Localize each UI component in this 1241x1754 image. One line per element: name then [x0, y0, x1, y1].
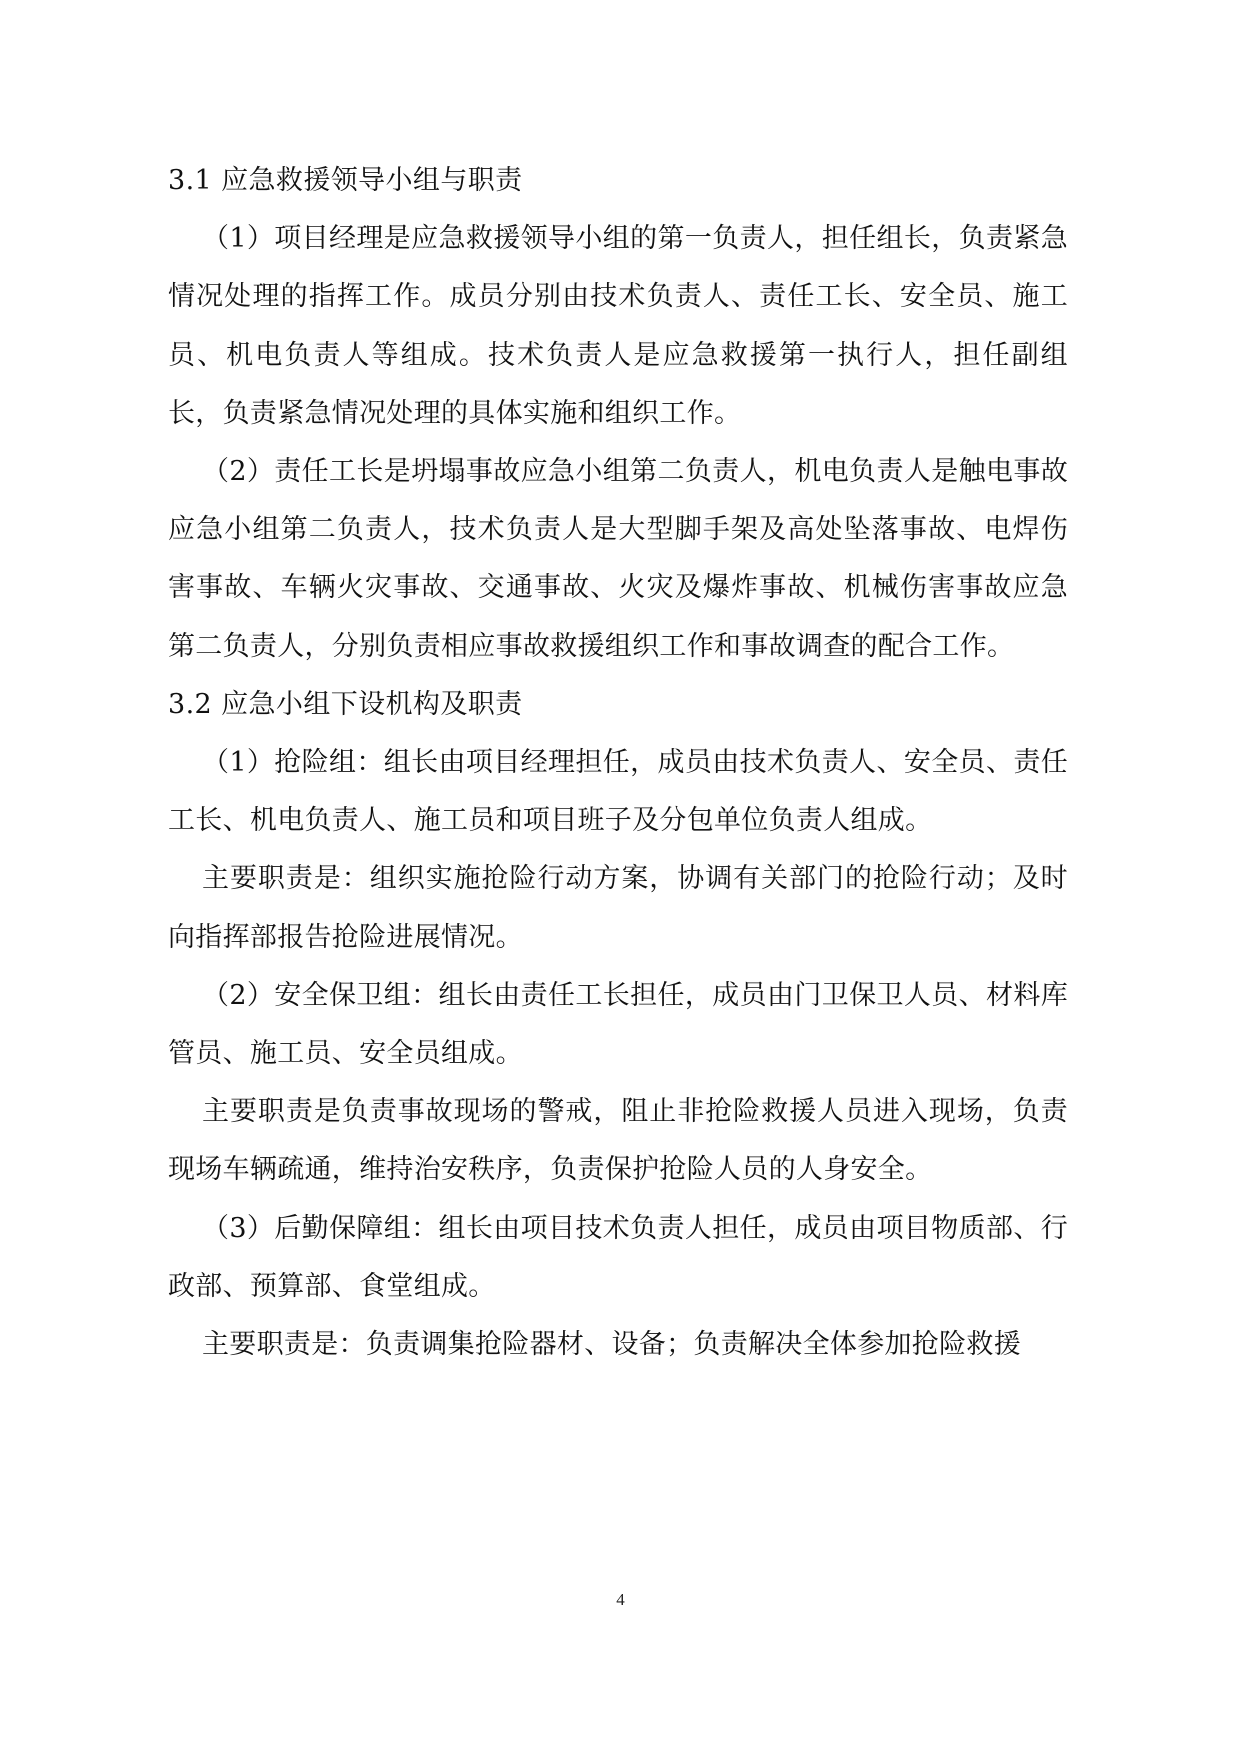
section-heading-3-1: 3.1 应急救援领导小组与职责: [168, 165, 523, 196]
paragraph-leadership-2: （2）责任工长是坍塌事故应急小组第二负责人，机电负责人是触电事故应急小组第二负责人，技术负责人是大型脚手架及高处坠落事故、电焊伤害事故、车辆火灾事故、交通事故、火灾及爆炸事故、机械伤害事故应急第二负责人，分别负责相应事故救援组织工作和事故调查的配合工作。: [168, 456, 1068, 662]
paragraph-rescue-duties: 主要职责是：组织实施抢险行动方案，协调有关部门的抢险行动；及时向指挥部报告抢险进展情况。: [168, 863, 1068, 953]
page-number: 4: [616, 1590, 625, 1609]
paragraph-logistics-team: （3）后勤保障组：组长由项目技术负责人担任，成员由项目物质部、行政部、预算部、食堂组成。: [168, 1212, 1068, 1302]
paragraph-security-team: （2）安全保卫组：组长由责任工长担任，成员由门卫保卫人员、材料库管员、施工员、安全员组成。: [168, 979, 1068, 1070]
paragraph-leadership-1: （1）项目经理是应急救援领导小组的第一负责人，担任组长，负责紧急情况处理的指挥工作。成员分别由技术负责人、责任工长、安全员、施工员、机电负责人等组成。技术负责人是应急救援第一执行人，担任副组长，负责紧急情况处理的具体实施和组织工作。: [168, 223, 1068, 429]
document-body: [168, 152, 1068, 1374]
paragraph-rescue-team: （1）抢险组：组长由项目经理担任，成员由技术负责人、安全员、责任工长、机电负责人、施工员和项目班子及分包单位负责人组成。: [168, 747, 1068, 837]
section-heading-3-2: 3.2 应急小组下设机构及职责: [168, 688, 523, 720]
paragraph-security-duties: 主要职责是负责事故现场的警戒，阻止非抢险救援人员进入现场，负责现场车辆疏通，维持治安秩序，负责保护抢险人员的人身安全。: [168, 1096, 1068, 1186]
paragraph-logistics-duties: 主要职责是：负责调集抢险器材、设备；负责解决全体参加抢险救援: [202, 1329, 1021, 1361]
